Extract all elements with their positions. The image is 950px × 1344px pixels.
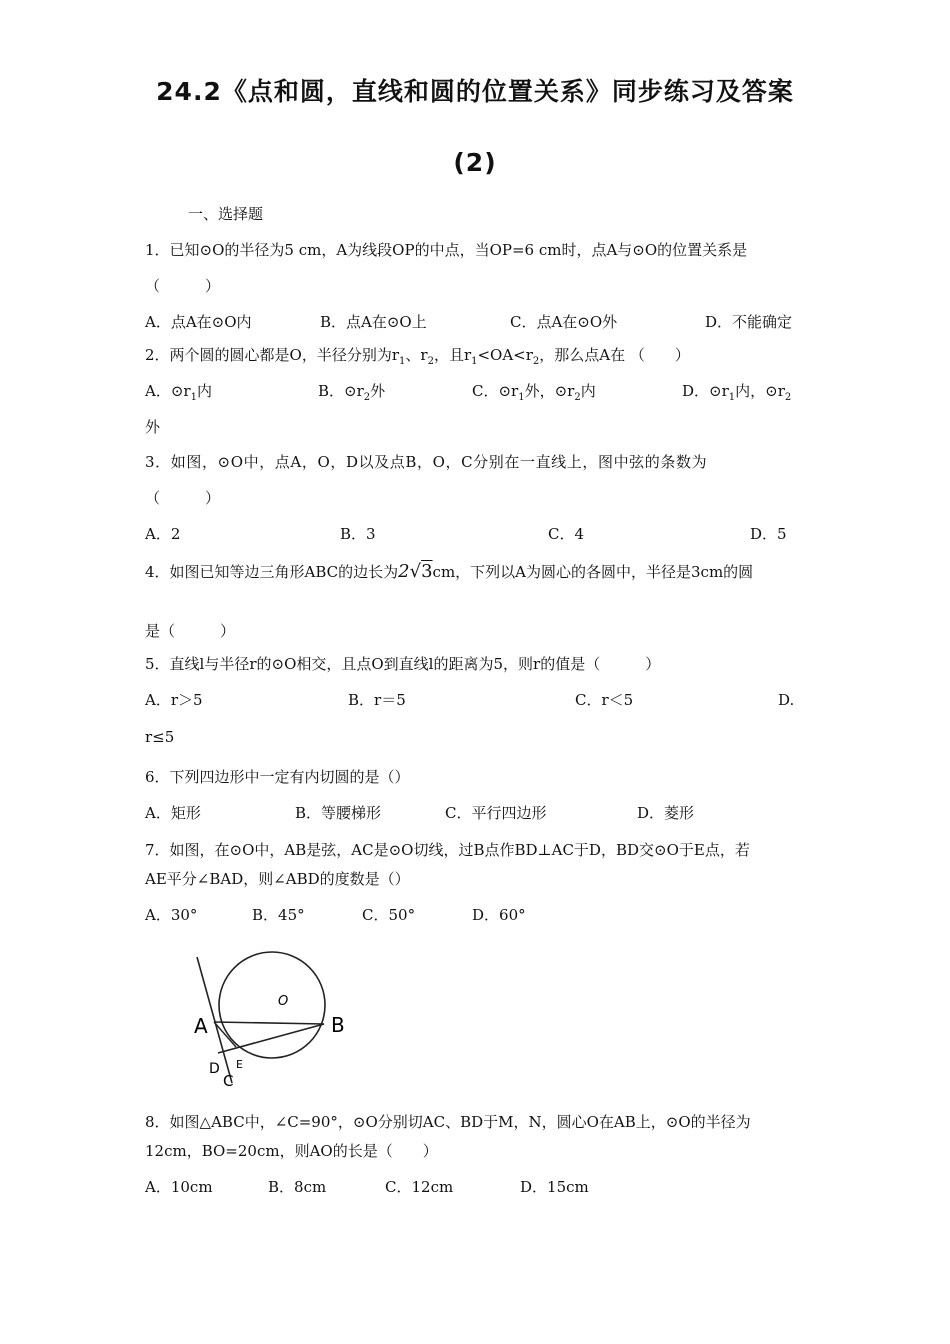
question-3-stem: 3．如图，⊙O中，点A，O，D以及点B，O，C分别在一直线上，图中弦的条数为 [145, 453, 708, 471]
label-e: E [236, 1058, 243, 1071]
question-4-wrap: 是（ ） [145, 622, 236, 640]
q3-option-a: A．2 [145, 525, 181, 543]
q1-option-a: A．点A在⊙O内 [145, 313, 252, 331]
q1-option-b: B．点A在⊙O上 [320, 313, 427, 331]
q2-option-d: D．$⊙r_1$内，$⊙r_2$ [682, 382, 792, 403]
q6-option-d: D．菱形 [637, 804, 695, 822]
q7-option-d: D．60° [472, 906, 526, 924]
question-7-stem: 7．如图，在⊙O中，AB是弦，AC是⊙O切线，过B点作BD⊥AC于D，BD交⊙O于E点，若 [145, 841, 750, 859]
question-3-paren: （ ） [145, 489, 221, 507]
segment-ae [214, 1022, 236, 1047]
q5-option-c: C．r＜5 [575, 691, 634, 709]
question-6-stem: 6．下列四边形中一定有内切圆的是（） [145, 768, 410, 786]
label-a: A [194, 1014, 208, 1038]
q7-option-c: C．50° [362, 906, 416, 924]
q7-option-b: B．45° [252, 906, 305, 924]
q8-option-c: C．12cm [385, 1178, 454, 1196]
q3-option-b: B．3 [340, 525, 376, 543]
q5-option-d-wrap: r≤5 [145, 728, 175, 746]
segment-bd [218, 1024, 324, 1053]
q8-option-a: A．10cm [145, 1178, 213, 1196]
label-b: B [331, 1013, 345, 1037]
q5-option-b: B．r＝5 [348, 691, 406, 709]
q5-option-a: A．r＞5 [145, 691, 203, 709]
q3-option-d: D．5 [750, 525, 787, 543]
question-5-stem: 5．直线l与半径r的⊙O相交，且点O到直线l的距离为5，则r的值是（ ） [145, 655, 661, 673]
q2-option-a: A．$⊙r_1$内 [145, 382, 212, 403]
section-heading: 一、选择题 [188, 205, 264, 223]
page-title-part: (2) [453, 148, 497, 177]
q3-option-c: C．4 [548, 525, 585, 543]
question-4-stem: 4．如图已知等边三角形ABC的边长为2√3cm，下列以A为圆心的各圆中，半径是3cm的圆 [145, 561, 754, 582]
q2-option-b: B．$⊙r_2$外 [318, 382, 386, 403]
question-8-stem-2: 12cm，BO=20cm，则AO的长是（ ） [145, 1142, 438, 1160]
question-7-stem-2: AE平分∠BAD，则∠ABD的度数是（） [145, 870, 410, 888]
question-1-paren: （ ） [145, 277, 221, 295]
q7-option-a: A．30° [145, 906, 198, 924]
question-2-stem: 2．两个圆的圆心都是O，半径分别为$r_1$、$r_2$，且$r_1<OA<r_2$，那么点A在 （ ） [145, 346, 690, 367]
label-d: D [209, 1061, 220, 1077]
chord-ab [214, 1022, 324, 1024]
q5-option-d: D. [778, 691, 795, 709]
label-c: C [223, 1072, 234, 1090]
page-title: 24.2《点和圆，直线和圆的位置关系》同步练习及答案 [156, 77, 794, 106]
q1-option-c: C．点A在⊙O外 [510, 313, 618, 331]
label-o: O [278, 994, 289, 1009]
q1-option-d: D．不能确定 [705, 313, 793, 331]
circle-o [219, 952, 325, 1058]
question-1-stem: 1．已知⊙O的半径为5 cm，A为线段OP的中点，当OP=6 cm时，点A与⊙O的位置关系是 [145, 241, 748, 259]
q2-option-c: C．$⊙r_1$外，$⊙r_2$内 [472, 382, 596, 403]
q6-option-a: A．矩形 [145, 804, 201, 822]
question-8-stem: 8．如图△ABC中，∠C=90°，⊙O分别切AC、BD于M，N，圆心O在AB上，⊙O的半径为 [145, 1113, 751, 1131]
q6-option-b: B．等腰梯形 [295, 804, 382, 822]
sqrt-expression: 2√3 [398, 561, 433, 582]
q2-option-d-wrap: 外 [145, 418, 161, 436]
circle-tangent-figure [190, 945, 360, 1090]
q8-option-d: D．15cm [520, 1178, 589, 1196]
q6-option-c: C．平行四边形 [445, 804, 547, 822]
q8-option-b: B．8cm [268, 1178, 327, 1196]
